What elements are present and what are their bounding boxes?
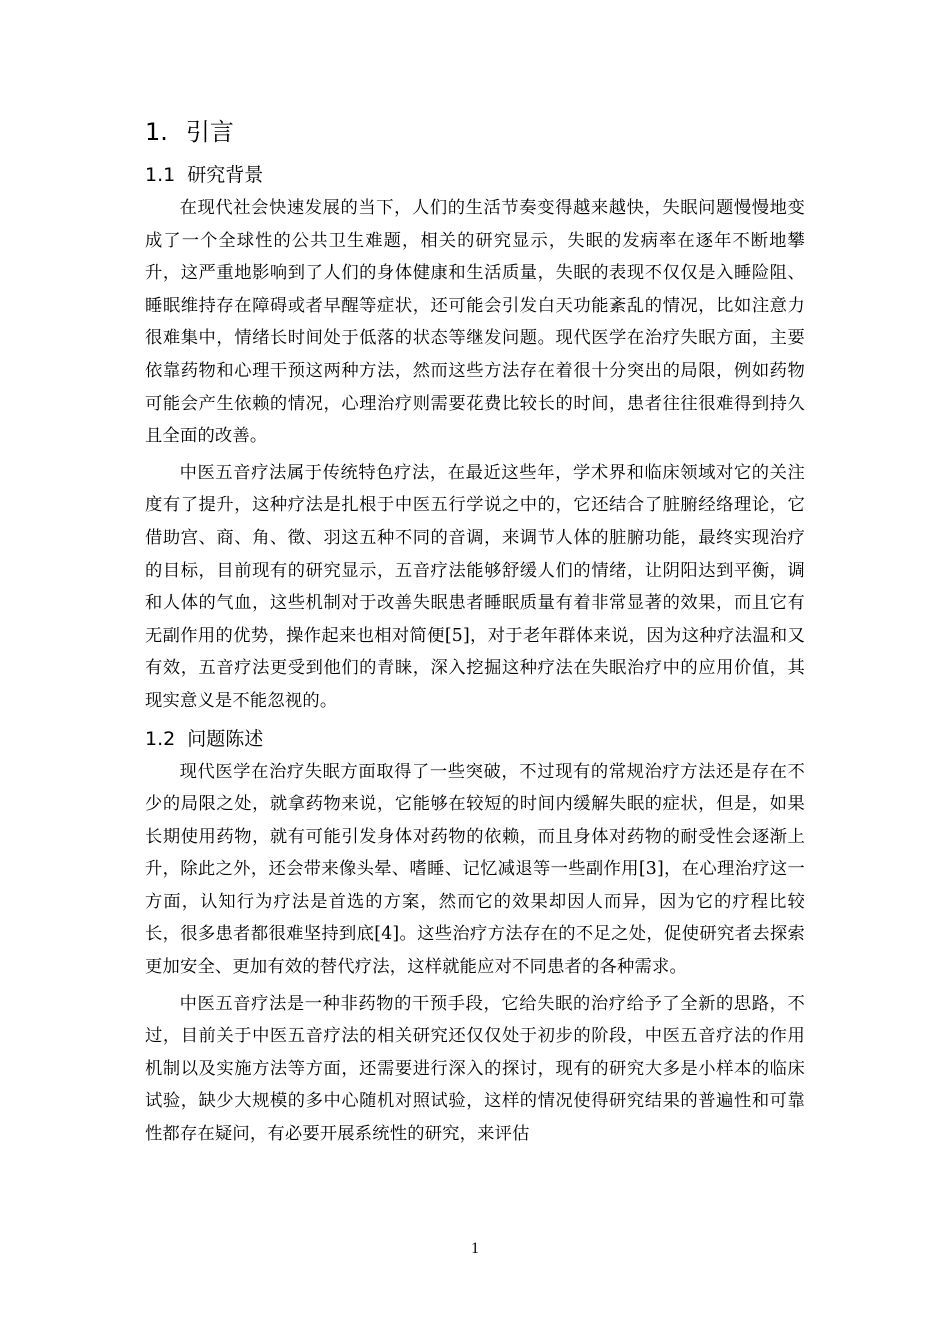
paragraph: 现代医学在治疗失眠方面取得了一些突破，不过现有的常规治疗方法还是存在不少的局限之处，就拿药物来说，它能够在较短的时间内缓解失眠的症状，但是，如果长期使用药物，就有可能引发身体对药物的依赖，而且身体对药物的耐受性会逐渐上升，除此之外，还会带来像头晕、嗜睡、记忆减退等一些副作用[3]，在心理治疗这一方面，认知行为疗法是首选的方案，然而它的效果却因人而异，因为它的疗程比较长，很多患者都很难坚持到底[4]。这些治疗方法存在的不足之处，促使研究者去探索更加安全、更加有效的替代疗法，这样就能应对不同患者的各种需求。 bbox=[145, 761, 805, 978]
paragraph: 中医五音疗法属于传统特色疗法，在最近这些年，学术界和临床领域对它的关注度有了提升，这种疗法是扎根于中医五行学说之中的，它还结合了脏腑经络理论，它借助宫、商、角、徵、羽这五种不同的音调，来调节人体的脏腑功能，最终实现治疗的目标，目前现有的研究显示，五音疗法能够舒缓人们的情绪，让阴阳达到平衡，调和人体的气血，这些机制对于改善失眠患者睡眠质量有着非常显著的效果，而且它有无副作用的优势，操作起来也相对简便[5]，对于老年群体来说，因为这种疗法温和又有效，五音疗法更受到他们的青睐，深入挖掘这种疗法在失眠治疗中的应用价值，其现实意义是不能忽视的。 bbox=[145, 462, 805, 711]
subsection-number: 1.2 bbox=[145, 727, 176, 750]
subsection-heading-1-2 bbox=[145, 722, 805, 756]
subsection-heading-1-1 bbox=[145, 158, 805, 192]
page-content bbox=[145, 112, 805, 1155]
subsection-title: 问题陈述 bbox=[187, 727, 264, 750]
paragraph: 在现代社会快速发展的当下，人们的生活节奏变得越来越快，失眠问题慢慢地变成了一个全球性的公共卫生难题，相关的研究显示，失眠的发病率在逐年不断地攀升，这严重地影响到了人们的身体健康和生活质量，失眠的表现不仅仅是入睡险阻、睡眠维持存在障碍或者早醒等症状，还可能会引发白天功能紊乱的情况，比如注意力很难集中，情绪长时间处于低落的状态等继发问题。现代医学在治疗失眠方面，主要依靠药物和心理干预这两种方法，然而这些方法存在着很十分突出的局限，例如药物可能会产生依赖的情况，心理治疗则需要花费比较长的时间，患者往往很难得到持久且全面的改善。 bbox=[145, 198, 805, 447]
section-number: 1. bbox=[145, 118, 168, 146]
subsection-title: 研究背景 bbox=[187, 164, 264, 186]
page-number: 1 bbox=[471, 1240, 479, 1257]
subsection-number: 1.1 bbox=[145, 164, 176, 186]
paragraph: 中医五音疗法是一种非药物的干预手段，它给失眠的治疗给予了全新的思路，不过，目前关于中医五音疗法的相关研究还仅仅处于初步的阶段，中医五音疗法的作用机制以及实施方法等方面，还需要进行深入的探讨，现有的研究大多是小样本的临床试验，缺少大规模的多中心随机对照试验，这样的情况使得研究结果的普遍性和可靠性都存在疑问，有必要开展系统性的研究，来评估 bbox=[145, 993, 805, 1145]
section-heading-1 bbox=[145, 112, 805, 152]
section-title: 引言 bbox=[185, 118, 234, 146]
